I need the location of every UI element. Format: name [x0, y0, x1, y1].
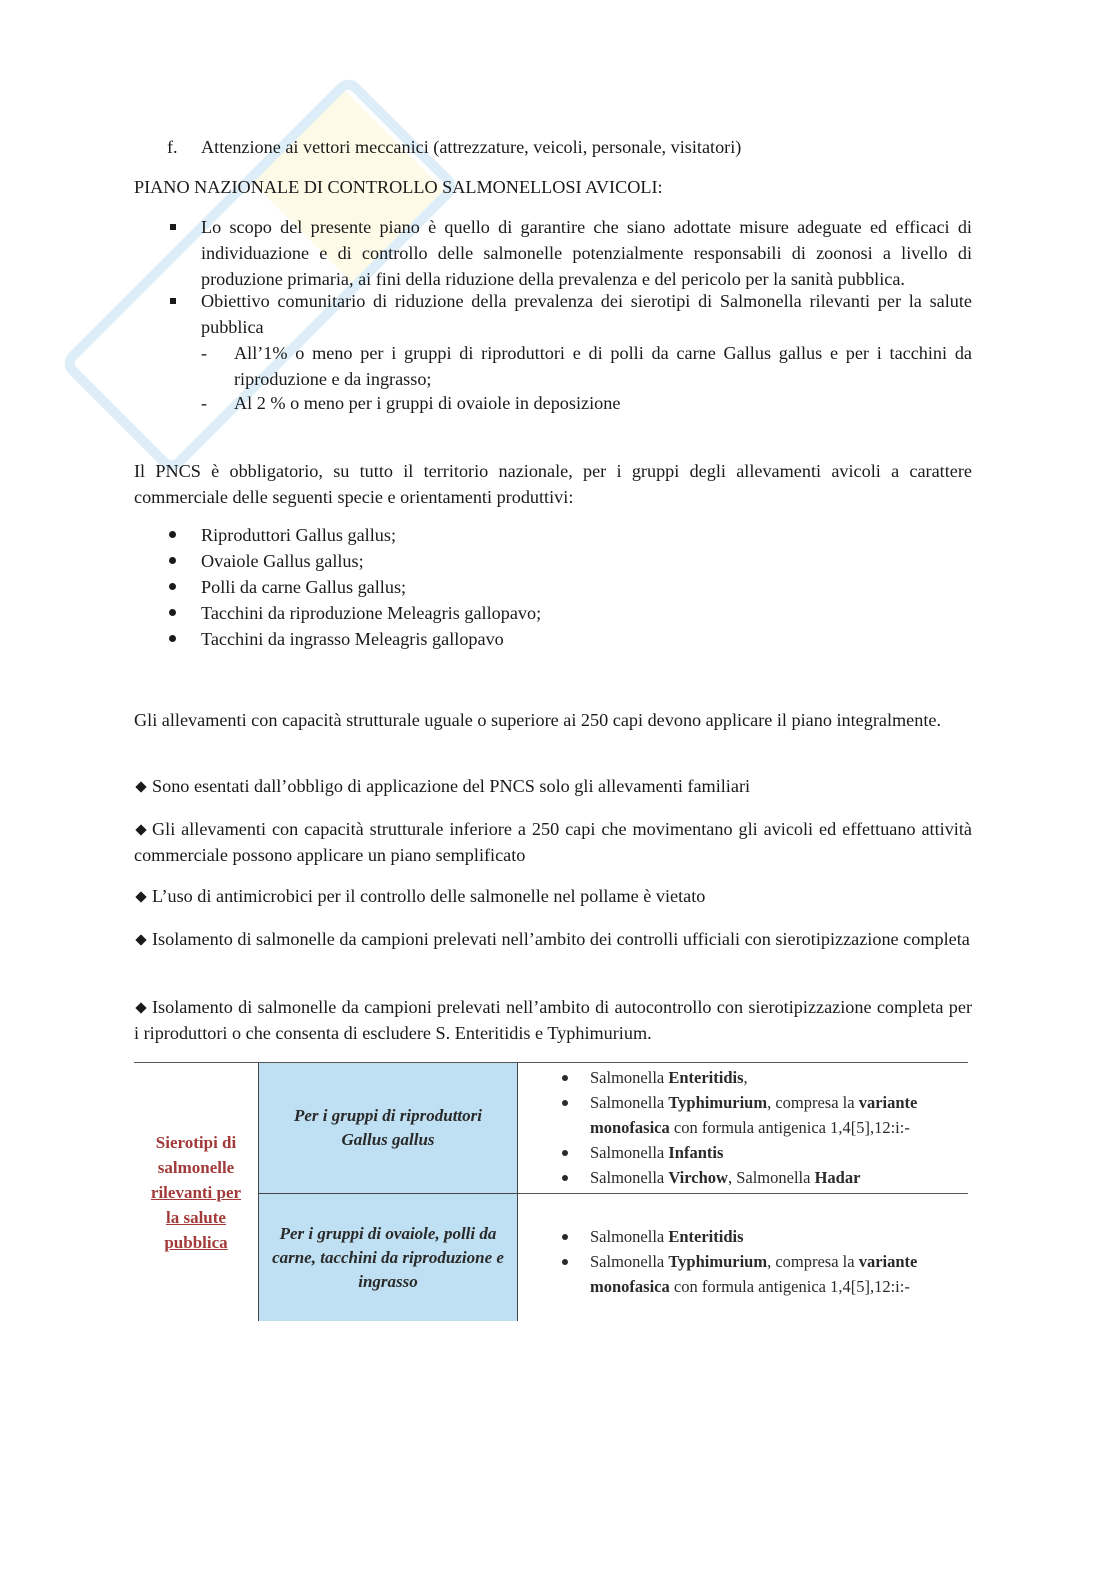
capacity-paragraph: Gli allevamenti con capacità strutturale uguale o superiore ai 250 capi devono applicare il piano integralmente.: [134, 710, 942, 730]
list-item: Salmonella Infantis: [518, 1140, 968, 1165]
list-item: [134, 288, 972, 340]
list-item-text: Al 2 % o meno per i gruppi di ovaiole in deposizione: [234, 393, 621, 413]
item-f-text: Attenzione ai vettori meccanici (attrezzature, veicoli, personale, visitatori): [201, 137, 742, 157]
list-item: Salmonella Typhimurium, compresa la variante monofasica con formula antigenica 1,4[5],12:i:-: [518, 1249, 968, 1299]
serotypes-group1: [518, 1063, 968, 1194]
round-bullet-icon: [169, 635, 176, 642]
list-item: Salmonella Enteritidis: [518, 1224, 968, 1249]
diamond-item: Isolamento di salmonelle da campioni prelevati nell’ambito di autocontrollo con sierotipizzazione completa per i riproduttori o che consenta di escludere S. Enteritidis e Typhimurium.: [134, 997, 972, 1043]
diamond-bullet-icon: [135, 781, 146, 792]
list-item-text: Lo scopo del presente piano è quello di garantire che siano adottate misure adeguate ed efficaci di individuazione e di controllo delle salmonelle potenzialmente responsabili di zoonosi a livello di produzione primaria, ai fini della riduzione della prevalenza e del pericolo per la sanità pubblica.: [201, 217, 972, 289]
dash-bullet: -: [201, 393, 208, 413]
list-item: Salmonella Enteritidis,: [518, 1065, 968, 1090]
diamond-bullet-icon: [135, 824, 146, 835]
list-item-text: All’1% o meno per i gruppi di riproduttori e di polli da carne Gallus gallus e per i tacchini da riproduzione e da ingrasso;: [234, 343, 972, 389]
list-item: Salmonella Typhimurium, compresa la variante monofasica con formula antigenica 1,4[5],12:i:-: [518, 1090, 968, 1140]
list-item-text: Obiettivo comunitario di riduzione della prevalenza dei sierotipi di Salmonella rilevanti per la salute pubblica: [201, 291, 972, 337]
serotypes-group2: [518, 1194, 968, 1321]
dash-bullet: -: [201, 343, 208, 363]
species-list: [134, 522, 541, 652]
list-item: Tacchini da ingrasso Meleagris gallopavo: [134, 626, 541, 652]
square-bullet-icon: [170, 224, 176, 230]
list-item: Salmonella Virchow, Salmonella Hadar: [518, 1165, 968, 1190]
list-item: [134, 390, 972, 416]
list-item: [134, 340, 972, 392]
list-item: Ovaiole Gallus gallus;: [134, 548, 541, 574]
list-item: [134, 214, 972, 292]
diamond-item: Isolamento di salmonelle da campioni prelevati nell’ambito dei controlli ufficiali con sierotipizzazione completa: [134, 926, 972, 952]
list-item: Tacchini da riproduzione Meleagris gallopavo;: [134, 600, 541, 626]
diamond-item: L’uso di antimicrobici per il controllo delle salmonelle nel pollame è vietato: [134, 883, 972, 909]
serotypes-table: [134, 1062, 968, 1321]
pncs-paragraph: Il PNCS è obbligatorio, su tutto il territorio nazionale, per i gruppi degli allevamenti avicoli a carattere commerciale delle seguenti specie e orientamenti produttivi:: [134, 461, 972, 507]
square-bullet-icon: [170, 298, 176, 304]
round-bullet-icon: [169, 609, 176, 616]
diamond-item: Sono esentati dall’obbligo di applicazione del PNCS solo gli allevamenti familiari: [134, 773, 972, 799]
diamond-bullet-icon: [135, 934, 146, 945]
diamond-bullet-icon: [135, 891, 146, 902]
round-bullet-icon: [169, 531, 176, 538]
item-f-label: f.: [167, 137, 178, 157]
diamond-bullet-icon: [135, 1002, 146, 1013]
round-bullet-icon: [169, 557, 176, 564]
table-row-header: Sierotipi di salmonelle rilevanti per la salute pubblica: [150, 1132, 242, 1252]
section-heading: PIANO NAZIONALE DI CONTROLLO SALMONELLOSI AVICOLI:: [134, 177, 663, 197]
list-item: Riproduttori Gallus gallus;: [134, 522, 541, 548]
group-breeders-cell: Per i gruppi di riproduttori Gallus gallus: [258, 1063, 518, 1194]
diamond-item: Gli allevamenti con capacità strutturale inferiore a 250 capi che movimentano gli avicoli ed effettuano attività commerciale possono applicare un piano semplificato: [134, 819, 972, 865]
group-layers-cell: Per i gruppi di ovaiole, polli da carne, tacchini da riproduzione e ingrasso: [258, 1194, 518, 1321]
objectives-list: [134, 214, 972, 416]
round-bullet-icon: [169, 583, 176, 590]
list-item: Polli da carne Gallus gallus;: [134, 574, 541, 600]
